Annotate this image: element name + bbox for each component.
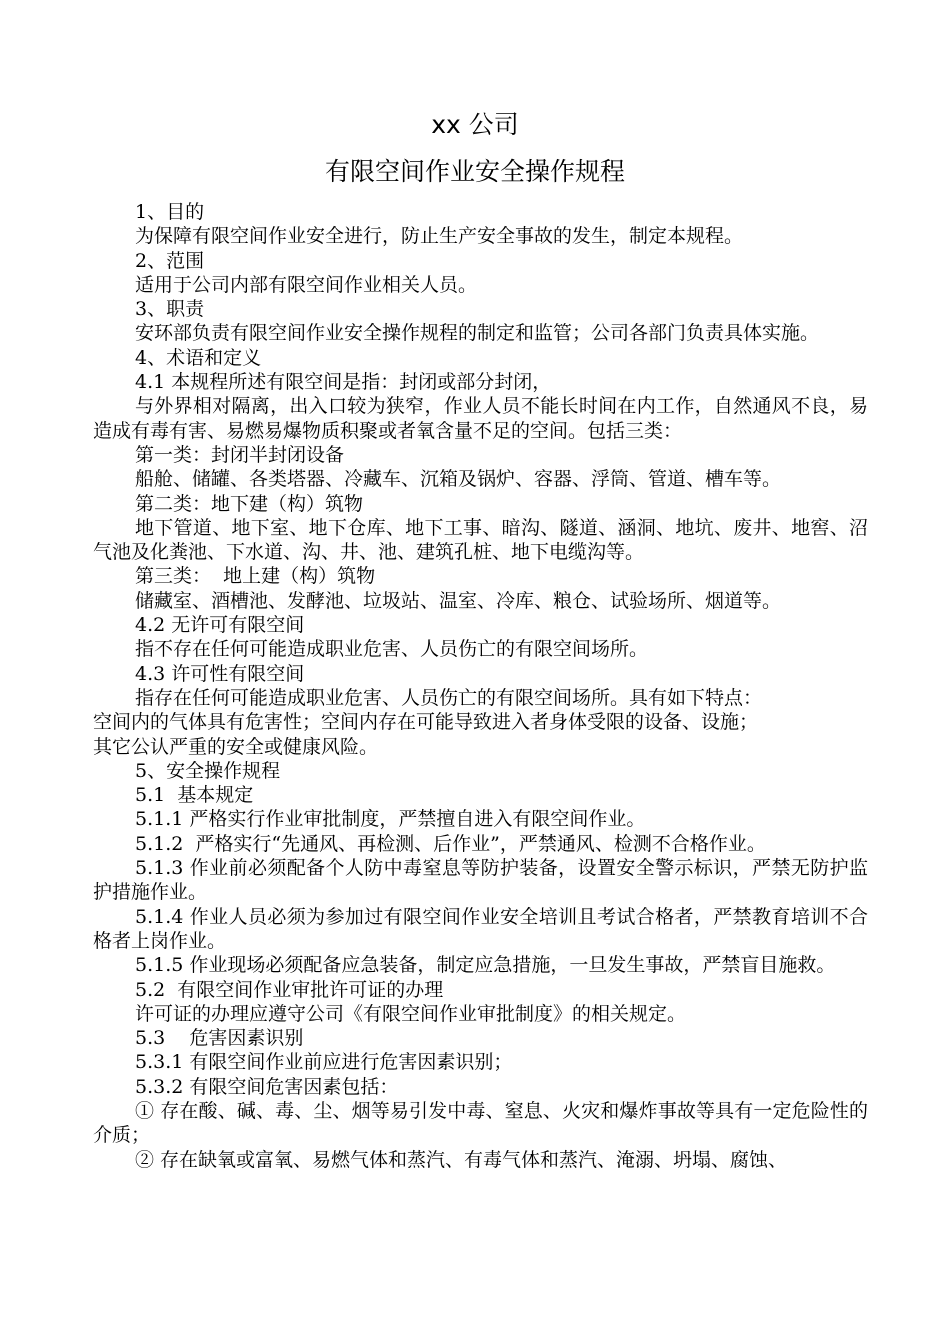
document-body <box>93 200 868 1172</box>
paragraph-4-3: 指存在任何可能造成职业危害、人员伤亡的有限空间场所。具有如下特点： <box>135 686 763 709</box>
hazard-item-1: ① 存在酸、碱、毒、尘、烟等易引发中毒、窒息、火灾和爆炸事故等具有一定危险性的介质； <box>93 1099 868 1147</box>
rule-5-3-1: 5.3.1 有限空间作业前应进行危害因素识别； <box>135 1051 513 1074</box>
document-title: 有限空间作业安全操作规程 <box>324 157 625 186</box>
category-3-heading: 第三类： 地上建（构）筑物 <box>135 565 376 588</box>
rule-5-1-5: 5.1.5 作业现场必须配备应急装备，制定应急措施，一旦发生事故，严禁盲目施救。 <box>135 954 836 977</box>
subsection-5-2-heading: 5.2 有限空间作业审批许可证的办理 <box>135 978 444 1001</box>
rule-5-1-2: 5.1.2 严格实行“先通风、再检测、后作业”，严禁通风、检测不合格作业。 <box>135 832 766 855</box>
category-2-items: 地下管道、地下室、地下仓库、地下工事、暗沟、隧道、涵洞、地坑、废井、地窖、沼气池及化粪池、下水道、沟、井、池、建筑孔桩、地下电缆沟等。 <box>93 516 868 564</box>
paragraph-4-3-feature-2: 其它公认严重的安全或健康风险。 <box>93 735 379 758</box>
paragraph-purpose: 为保障有限空间作业安全进行，防止生产安全事故的发生，制定本规程。 <box>135 225 744 248</box>
paragraph-4-3-heading: 4.3 许可性有限空间 <box>135 662 305 685</box>
hazard-item-2: ② 存在缺氧或富氧、易燃气体和蒸汽、有毒气体和蒸汽、淹溺、坍塌、腐蚀、 <box>135 1148 788 1171</box>
paragraph-4-2-heading: 4.2 无许可有限空间 <box>135 614 305 637</box>
rule-5-1-4: 5.1.4 作业人员必须为参加过有限空间作业安全培训且考试合格者，严禁教育培训不合格者上岗作业。 <box>93 905 868 952</box>
section-heading-scope: 2、范围 <box>135 249 205 272</box>
subsection-5-3-heading: 5.3 危害因素识别 <box>135 1027 304 1050</box>
paragraph-duties: 安环部负责有限空间作业安全操作规程的制定和监管；公司各部门负责具体实施。 <box>135 322 820 345</box>
paragraph-5-2: 许可证的办理应遵守公司《有限空间作业审批制度》的相关规定。 <box>135 1002 687 1025</box>
paragraph-4-1-definition: 与外界相对隔离，出入口较为狭窄，作业人员不能长时间在内工作，自然通风不良，易造成有毒有害、易燃易爆物质积聚或者氧含量不足的空间。包括三类： <box>93 395 868 442</box>
category-3-items: 储藏室、酒槽池、发酵池、垃圾站、温室、冷库、粮仓、试验场所、烟道等。 <box>135 589 782 612</box>
section-heading-terms: 4、术语和定义 <box>135 346 262 369</box>
paragraph-scope: 适用于公司内部有限空间作业相关人员。 <box>135 273 478 296</box>
company-title: xx 公司 <box>431 110 519 139</box>
subsection-5-1-heading: 5.1 基本规定 <box>135 784 254 807</box>
paragraph-4-2: 指不存在任何可能造成职业危害、人员伤亡的有限空间场所。 <box>135 638 649 661</box>
section-heading-safety-rules: 5、安全操作规程 <box>135 759 281 782</box>
category-1-items: 船舱、储罐、各类塔器、冷藏车、沉箱及锅炉、容器、浮筒、管道、槽车等。 <box>135 468 782 491</box>
rule-5-1-1: 5.1.1 严格实行作业审批制度，严禁擅自进入有限空间作业。 <box>135 808 646 831</box>
section-heading-duties: 3、职责 <box>135 298 205 321</box>
rule-5-1-3: 5.1.3 作业前必须配备个人防中毒窒息等防护装备，设置安全警示标识，严禁无防护监护措施作业。 <box>93 857 868 904</box>
category-2-heading: 第二类：地下建（构）筑物 <box>135 492 364 515</box>
rule-5-3-2: 5.3.2 有限空间危害因素包括： <box>135 1075 399 1098</box>
paragraph-4-1: 4.1 本规程所述有限空间是指：封闭或部分封闭， <box>135 371 552 394</box>
section-heading-purpose: 1、目的 <box>135 201 205 223</box>
category-1-heading: 第一类：封闭半封闭设备 <box>135 443 345 466</box>
paragraph-4-3-feature-1: 空间内的气体具有危害性；空间内存在可能导致进入者身体受限的设备、设施； <box>93 711 759 734</box>
